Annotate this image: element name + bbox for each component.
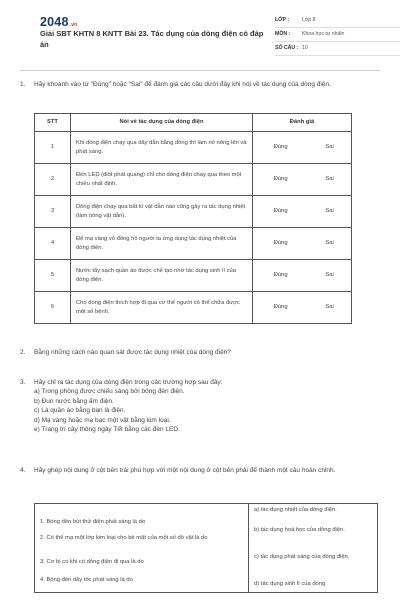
list-item: a) Trong phòng được chiếu sáng bởi bóng đèn điện. (34, 388, 185, 396)
left-item: 1. Bóng đèn bút thử điện phát sáng là do (40, 519, 146, 525)
right-item: a) tác dụng nhiệt của dòng điện. (254, 507, 337, 513)
option-true[interactable]: Đúng (253, 228, 309, 260)
question-number: 3. (20, 379, 26, 386)
question-items (34, 387, 380, 434)
meta-key: MÔN : (275, 30, 291, 37)
option-true[interactable]: Đúng (253, 132, 309, 164)
option-true[interactable]: Đúng (253, 196, 309, 228)
column-header-evaluation: Đánh giá (253, 114, 352, 132)
question-1 (20, 80, 380, 89)
table-row (35, 132, 352, 164)
column-header-statement: Nói về tác dụng của dòng điện (71, 114, 253, 132)
meta-row-subject (275, 28, 400, 42)
meta-row-count (275, 42, 400, 56)
table-row (35, 196, 352, 228)
list-item: c) Là quần áo bằng bàn là điện. (34, 407, 126, 415)
row-stt: 4 (35, 228, 71, 260)
question-4 (20, 466, 380, 475)
row-stt: 3 (35, 196, 71, 228)
meta-value: Lớp 8 (302, 16, 316, 23)
right-column (249, 504, 378, 593)
question-3 (20, 378, 380, 435)
table-row (35, 504, 378, 593)
question-text: Bằng những cách nào quan sát được tác dụng nhiệt của dòng điện? (34, 349, 231, 356)
question-body (34, 378, 380, 435)
option-false[interactable]: Sai (308, 228, 351, 260)
matching-table (34, 503, 378, 593)
option-true[interactable]: Đúng (253, 164, 309, 196)
question-text: Hãy khoanh vào từ "Đúng" hoặc "Sai" để đánh giá các câu dưới đây khi nói về tác dụng của dòng điện. (34, 81, 331, 88)
table-row (35, 164, 352, 196)
left-column (35, 504, 249, 593)
meta-value: 10 (302, 44, 308, 51)
question-number: 2. (20, 349, 26, 356)
left-item: 4. Bóng đèn dây tóc phát sáng là do (40, 577, 133, 583)
question-2 (20, 348, 380, 357)
row-statement: Nước tẩy sạch quần áo được chế tạo nhờ tác dụng sinh lí của dòng điện. (71, 260, 253, 292)
question-number: 1. (20, 81, 26, 88)
row-stt: 6 (35, 292, 71, 324)
row-stt: 5 (35, 260, 71, 292)
table-row (35, 228, 352, 260)
logo-text: 2048 (40, 15, 69, 29)
right-item: d) tác dụng sinh lí của dòng (254, 581, 326, 587)
question-text: Hãy chỉ ra tác dụng của dòng điện trong các trường hợp sau đây: (34, 379, 223, 386)
document-title: Giải SBT KHTN 8 KNTT Bài 23. Tác dụng của dòng điện có đáp án (40, 29, 264, 49)
table-header-row (35, 114, 352, 132)
meta-value: Khoa học tự nhiên (302, 30, 345, 37)
option-false[interactable]: Sai (308, 132, 351, 164)
meta-key: LỚP : (275, 16, 290, 23)
header-divider (20, 70, 380, 71)
row-statement: Khi dòng điện chạy qua dây dẫn bằng đồng thì làm nó nóng lên và phát sáng. (71, 132, 253, 164)
list-item: b) Đun nước bằng ấm điện. (34, 397, 114, 405)
option-false[interactable]: Sai (308, 292, 351, 324)
list-item: e) Trang trí cây thông ngày Tết bằng các đèn LED. (34, 426, 180, 434)
left-item: 2. Có thể mạ một lớp kim loại cho bề mặt của một số đồ vật là do (40, 535, 208, 541)
option-true[interactable]: Đúng (253, 292, 309, 324)
row-statement: Đèn LED (điốt phát quang) chỉ cho dòng điện chạy qua theo một chiều nhất định. (71, 164, 253, 196)
meta-row-grade (275, 14, 400, 28)
option-false[interactable]: Sai (308, 196, 351, 228)
list-item: d) Mạ vàng hoặc mạ bạc một vật bằng kim loại. (34, 416, 171, 424)
question-number: 4. (20, 467, 26, 474)
right-item: b) tác dụng hoá học của dòng điện. (254, 527, 345, 533)
question-text: Hãy ghép nội dung ở cột bên trái phù hợp với một nội dung ở cột bên phải để thành một câu hoàn chỉnh. (34, 467, 336, 474)
row-stt: 2 (35, 164, 71, 196)
table-row (35, 260, 352, 292)
row-stt: 1 (35, 132, 71, 164)
table-row (35, 292, 352, 324)
row-statement: Cho dòng điện thích hợp đi qua cơ thể người có thể chữa được một số bệnh. (71, 292, 253, 324)
meta-key: SỐ CÂU : (275, 44, 299, 51)
document-header (20, 0, 380, 70)
row-statement: Để mạ vàng vỏ đồng hồ người ta ứng dụng tác dụng nhiệt của dòng điện. (71, 228, 253, 260)
left-item: 3. Cơ bị co khi có dòng điện đi qua là do (40, 559, 144, 565)
document-meta (275, 14, 400, 56)
right-item: c) tác dụng phát sáng của dòng điện. (254, 554, 350, 560)
true-false-table (34, 113, 352, 324)
column-header-stt: STT (35, 114, 71, 132)
option-false[interactable]: Sai (308, 260, 351, 292)
option-true[interactable]: Đúng (253, 260, 309, 292)
option-false[interactable]: Sai (308, 164, 351, 196)
row-statement: Dòng điện chạy qua bất kì vật dẫn nào cũng gây ra tác dụng nhiệt (làm nóng vật dẫn). (71, 196, 253, 228)
logo-suffix: .vn (69, 22, 78, 28)
